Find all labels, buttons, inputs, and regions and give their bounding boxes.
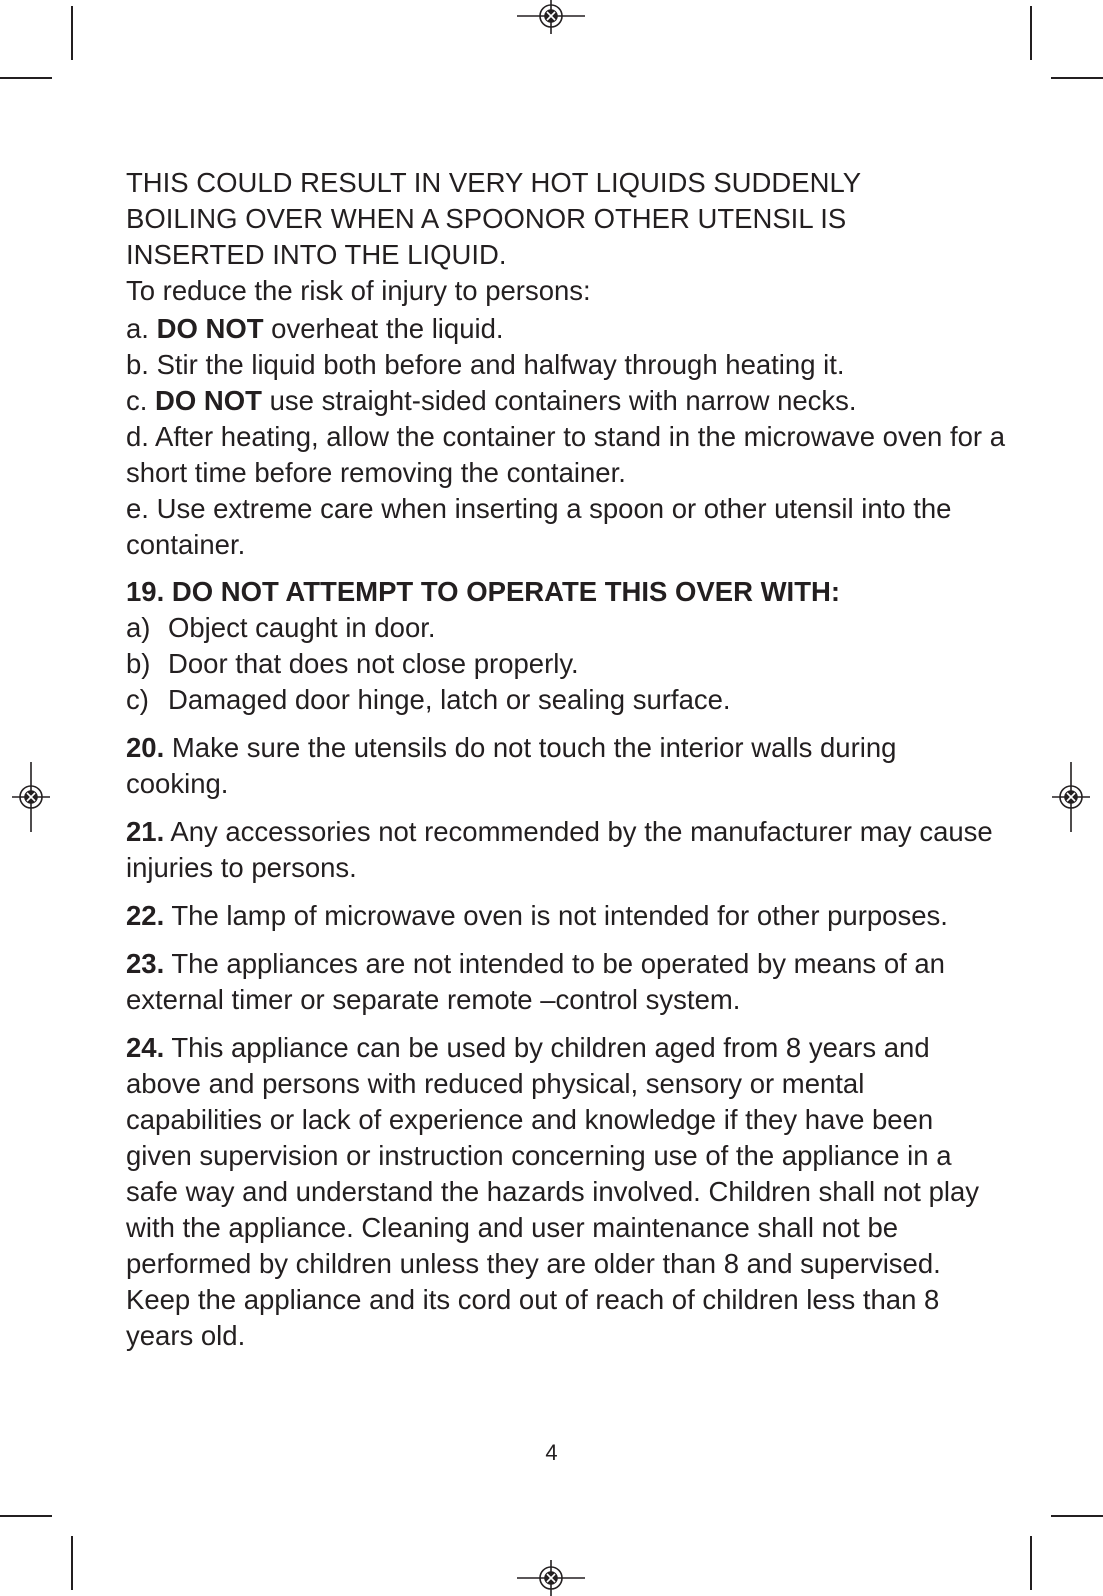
registration-mark-left [12, 762, 50, 832]
precaution-item: a. DO NOT overheat the liquid. [126, 313, 504, 344]
precaution-item: b. Stir the liquid both before and halfway through heating it. [126, 349, 845, 380]
warning-line: THIS COULD RESULT IN VERY HOT LIQUIDS SUDDENLY [126, 167, 862, 198]
numbered-item-24: 24. This appliance can be used by children aged from 8 years and above and persons with reduced physical, sensory or mental capabilities or lack of experience and knowledge if they have been given supervision or instruction concerning use of the appliance in a safe way and understand the hazards involved. Children shall not play with the appliance. Cleaning and user maintenance shall not be performed by children unless they are older than 8 and supervised. Keep the appliance and its cord out of reach of children less than 8 years old. [126, 1032, 980, 1351]
registration-mark-bottom [517, 1560, 585, 1596]
warning-line: BOILING OVER WHEN A SPOONOR OTHER UTENSIL IS [126, 203, 847, 234]
precaution-item: e. Use extreme care when inserting a spoon or other utensil into the container. [126, 493, 952, 560]
warning-text [126, 165, 1006, 273]
section-19-item: c) Damaged door hinge, latch or sealing surface. [126, 684, 731, 715]
section-19-item: b) Door that does not close properly. [126, 648, 579, 679]
page-number: 4 [545, 1440, 558, 1465]
registration-mark-top [517, 0, 585, 34]
registration-mark-right [1052, 762, 1090, 832]
section-19-heading: 19. DO NOT ATTEMPT TO OPERATE THIS OVER WITH: [126, 576, 841, 607]
numbered-item-22: 22. The lamp of microwave oven is not intended for other purposes. [126, 900, 948, 931]
manual-page-content [126, 165, 1006, 1354]
section-19-item: a) Object caught in door. [126, 612, 436, 643]
precaution-item: c. DO NOT use straight-sided containers with narrow necks. [126, 385, 857, 416]
reduce-risk-intro: To reduce the risk of injury to persons: [126, 275, 591, 306]
numbered-item-23: 23. The appliances are not intended to be operated by means of an external timer or separate remote –control system. [126, 948, 945, 1015]
numbered-item-20: 20. Make sure the utensils do not touch the interior walls during cooking. [126, 732, 897, 799]
numbered-item-21: 21. Any accessories not recommended by the manufacturer may cause injuries to persons. [126, 816, 993, 883]
warning-line: INSERTED INTO THE LIQUID. [126, 239, 507, 270]
precaution-item: d. After heating, allow the container to stand in the microwave oven for a short time before removing the container. [126, 421, 1005, 488]
